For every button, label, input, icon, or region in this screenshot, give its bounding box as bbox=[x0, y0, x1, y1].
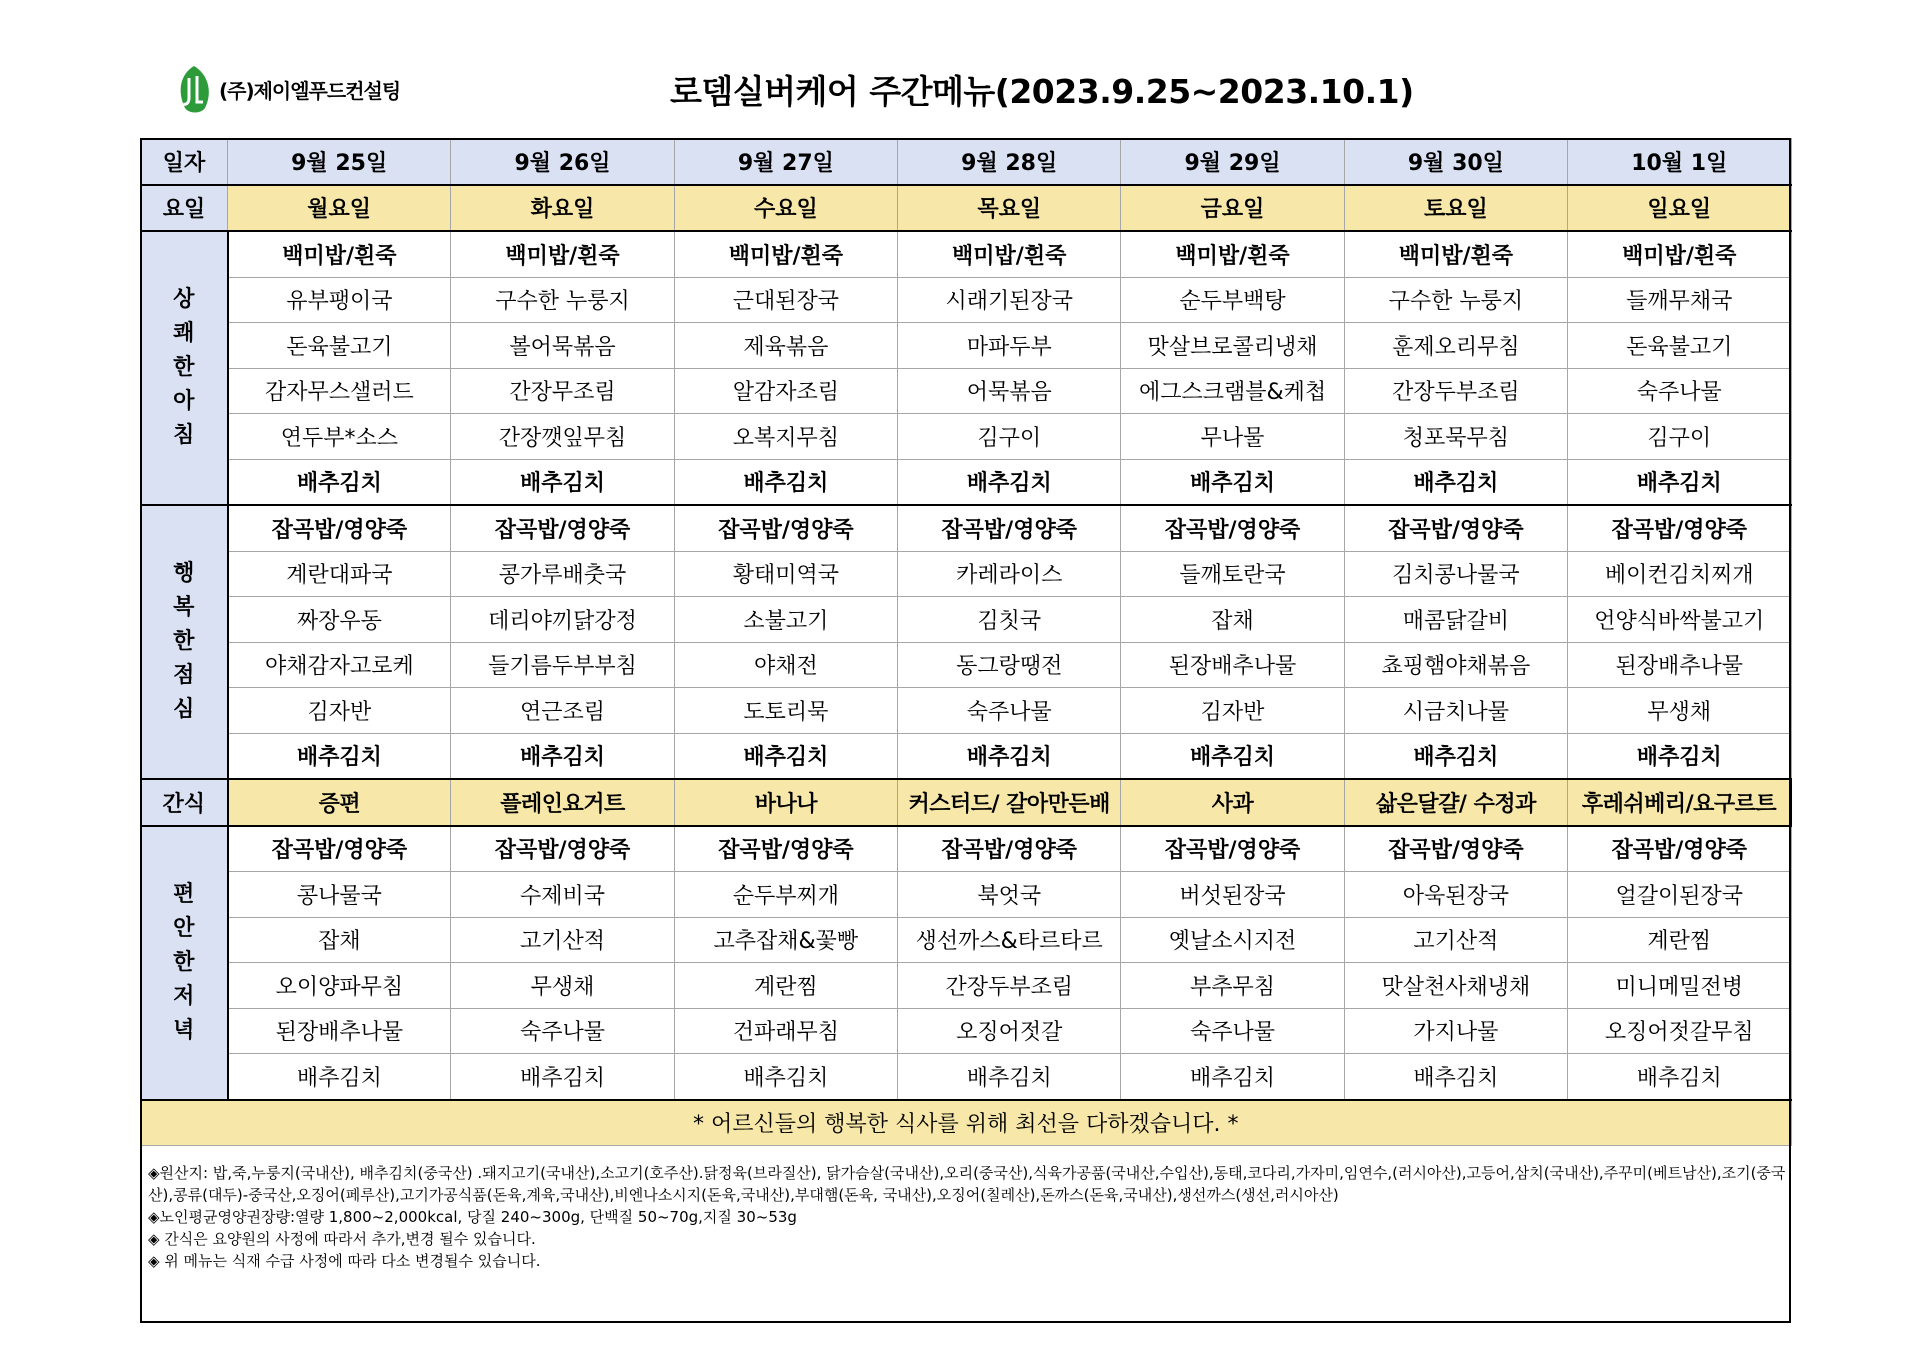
menu-item: 들깨무채국 bbox=[1568, 277, 1791, 323]
menu-item: 카레라이스 bbox=[898, 551, 1121, 597]
day-cell: 토요일 bbox=[1344, 185, 1567, 232]
menu-item: 고추잡채&꽃빵 bbox=[674, 917, 897, 963]
menu-item: 제육볶음 bbox=[674, 323, 897, 369]
date-row bbox=[141, 139, 1792, 185]
day-cell: 월요일 bbox=[228, 185, 451, 232]
dinner-row bbox=[141, 872, 1792, 918]
menu-item: 김구이 bbox=[898, 414, 1121, 460]
menu-item: 아욱된장국 bbox=[1344, 872, 1567, 918]
company-logo bbox=[175, 62, 400, 116]
breakfast-label-char: 아 bbox=[173, 389, 195, 414]
breakfast-label bbox=[141, 231, 228, 505]
menu-item: 에그스크램블&케첩 bbox=[1121, 368, 1344, 414]
menu-item: 배추김치 bbox=[228, 459, 451, 505]
lunch-label-char: 점 bbox=[173, 663, 195, 688]
menu-item: 유부팽이국 bbox=[228, 277, 451, 323]
snack-item: 사과 bbox=[1121, 779, 1344, 826]
dinner-label-char: 안 bbox=[173, 915, 195, 941]
menu-item: 간장깻잎무침 bbox=[451, 414, 674, 460]
menu-item: 훈제오리무침 bbox=[1344, 323, 1567, 369]
note-row bbox=[141, 1100, 1792, 1146]
menu-item: 숙주나물 bbox=[451, 1008, 674, 1054]
breakfast-row bbox=[141, 414, 1792, 460]
dinner-label bbox=[141, 826, 228, 1100]
menu-item: 매콤닭갈비 bbox=[1344, 597, 1567, 643]
menu-item: 배추김치 bbox=[1344, 733, 1567, 779]
lunch-label-char: 심 bbox=[173, 697, 195, 722]
menu-item: 김구이 bbox=[1568, 414, 1791, 460]
breakfast-label-char: 상 bbox=[173, 287, 195, 312]
menu-item: 백미밥/흰죽 bbox=[1121, 231, 1344, 277]
menu-item: 김칫국 bbox=[898, 597, 1121, 643]
menu-item: 배추김치 bbox=[1121, 733, 1344, 779]
breakfast-label-char: 쾌 bbox=[173, 321, 195, 346]
menu-item: 무생채 bbox=[1568, 688, 1791, 734]
menu-item: 간장두부조림 bbox=[1344, 368, 1567, 414]
day-label: 요일 bbox=[141, 185, 228, 232]
menu-item: 배추김치 bbox=[1121, 1054, 1344, 1100]
dinner-row bbox=[141, 1008, 1792, 1054]
menu-item: 잡곡밥/영양죽 bbox=[228, 505, 451, 551]
menu-item: 계란찜 bbox=[1568, 917, 1791, 963]
footnote-snack-change: ◈ 간식은 요양원의 사정에 따라서 추가,변경 될수 있습니다. bbox=[148, 1230, 536, 1248]
menu-item: 백미밥/흰죽 bbox=[1344, 231, 1567, 277]
date-cell: 9월 27일 bbox=[674, 139, 897, 185]
menu-item: 생선까스&타르타르 bbox=[898, 917, 1121, 963]
menu-item: 볼어묵볶음 bbox=[451, 323, 674, 369]
menu-item: 숙주나물 bbox=[898, 688, 1121, 734]
menu-item: 잡곡밥/영양죽 bbox=[674, 505, 897, 551]
menu-item: 고기산적 bbox=[451, 917, 674, 963]
menu-item: 김치콩나물국 bbox=[1344, 551, 1567, 597]
dinner-row bbox=[141, 963, 1792, 1009]
menu-item: 배추김치 bbox=[1344, 1054, 1567, 1100]
dinner-label-char: 녁 bbox=[173, 1017, 195, 1043]
menu-item: 야채감자고로케 bbox=[228, 642, 451, 688]
date-label: 일자 bbox=[141, 139, 228, 185]
menu-item: 잡곡밥/영양죽 bbox=[1568, 505, 1791, 551]
menu-item: 무생채 bbox=[451, 963, 674, 1009]
menu-item: 청포묵무침 bbox=[1344, 414, 1567, 460]
menu-item: 수제비국 bbox=[451, 872, 674, 918]
menu-item: 배추김치 bbox=[451, 733, 674, 779]
breakfast-label-char: 한 bbox=[173, 355, 195, 380]
footnotes bbox=[148, 1162, 1788, 1272]
day-cell: 수요일 bbox=[674, 185, 897, 232]
dinner-row bbox=[141, 1054, 1792, 1100]
menu-item: 된장배추나물 bbox=[228, 1008, 451, 1054]
menu-item: 계란대파국 bbox=[228, 551, 451, 597]
snack-item: 증편 bbox=[228, 779, 451, 826]
menu-item: 잡채 bbox=[228, 917, 451, 963]
menu-item: 김자반 bbox=[228, 688, 451, 734]
lunch-row bbox=[141, 597, 1792, 643]
menu-item: 구수한 누룽지 bbox=[1344, 277, 1567, 323]
menu-item: 배추김치 bbox=[1568, 733, 1791, 779]
menu-item: 도토리묵 bbox=[674, 688, 897, 734]
footnote-menu-change: ◈ 위 메뉴는 식재 수급 사정에 따라 다소 변경될수 있습니다. bbox=[148, 1252, 541, 1270]
menu-item: 연두부*소스 bbox=[228, 414, 451, 460]
breakfast-label-char: 침 bbox=[173, 423, 195, 448]
breakfast-row bbox=[141, 231, 1792, 277]
menu-item: 들깨토란국 bbox=[1121, 551, 1344, 597]
menu-item: 데리야끼닭강정 bbox=[451, 597, 674, 643]
weekly-menu-table bbox=[140, 138, 1792, 1146]
menu-item: 미니메밀전병 bbox=[1568, 963, 1791, 1009]
menu-item: 잡곡밥/영양죽 bbox=[898, 826, 1121, 872]
menu-item: 백미밥/흰죽 bbox=[451, 231, 674, 277]
menu-item: 백미밥/흰죽 bbox=[1568, 231, 1791, 277]
footnote-origin: ◈원산지: 밥,죽,누룽지(국내산), 배추김치(중국산) .돼지고기(국내산),소고기(호주산).닭정육(브라질산), 닭가슴살(국내산),오리(중국산),식육가공품(국내산,수입산),동태,코다리,가자미,임연수,(러시아산),고등어,삼치(국내산),주꾸미(베트남산),조기(중국산),콩류(대두)-중국산,오징어(페루산),고기가공식품(돈육,계육,국내산),비엔나소시지(돈육,국내산),부대햄(돈육, 국내산),오징어(칠레산),돈까스(돈육,국내산),생선까스(생선,러시아산) bbox=[148, 1164, 1786, 1204]
menu-item: 시래기된장국 bbox=[898, 277, 1121, 323]
menu-item: 잡곡밥/영양죽 bbox=[674, 826, 897, 872]
menu-item: 배추김치 bbox=[674, 733, 897, 779]
day-row bbox=[141, 185, 1792, 232]
lunch-row bbox=[141, 688, 1792, 734]
day-cell: 화요일 bbox=[451, 185, 674, 232]
date-cell: 9월 25일 bbox=[228, 139, 451, 185]
menu-item: 백미밥/흰죽 bbox=[898, 231, 1121, 277]
date-cell: 10월 1일 bbox=[1568, 139, 1791, 185]
snack-item: 바나나 bbox=[674, 779, 897, 826]
snack-item: 후레쉬베리/요구르트 bbox=[1568, 779, 1791, 826]
dinner-row bbox=[141, 826, 1792, 872]
menu-item: 배추김치 bbox=[1568, 1054, 1791, 1100]
menu-item: 김자반 bbox=[1121, 688, 1344, 734]
menu-item: 돈육불고기 bbox=[1568, 323, 1791, 369]
menu-item: 동그랑땡전 bbox=[898, 642, 1121, 688]
menu-item: 간장두부조림 bbox=[898, 963, 1121, 1009]
menu-item: 버섯된장국 bbox=[1121, 872, 1344, 918]
dinner-row bbox=[141, 917, 1792, 963]
snack-item: 플레인요거트 bbox=[451, 779, 674, 826]
menu-item: 연근조림 bbox=[451, 688, 674, 734]
menu-item: 오이양파무침 bbox=[228, 963, 451, 1009]
menu-item: 콩나물국 bbox=[228, 872, 451, 918]
snack-item: 삶은달걀/ 수정과 bbox=[1344, 779, 1567, 826]
menu-item: 순두부찌개 bbox=[674, 872, 897, 918]
dinner-label-char: 한 bbox=[173, 949, 195, 975]
date-cell: 9월 29일 bbox=[1121, 139, 1344, 185]
lunch-row bbox=[141, 642, 1792, 688]
menu-item: 배추김치 bbox=[898, 733, 1121, 779]
snack-label: 간식 bbox=[141, 779, 228, 826]
menu-item: 야채전 bbox=[674, 642, 897, 688]
menu-item: 순두부백탕 bbox=[1121, 277, 1344, 323]
dinner-label-char: 편 bbox=[173, 881, 195, 907]
date-cell: 9월 30일 bbox=[1344, 139, 1567, 185]
menu-item: 건파래무침 bbox=[674, 1008, 897, 1054]
menu-item: 얼갈이된장국 bbox=[1568, 872, 1791, 918]
menu-item: 콩가루배춧국 bbox=[451, 551, 674, 597]
menu-item: 고기산적 bbox=[1344, 917, 1567, 963]
date-cell: 9월 28일 bbox=[898, 139, 1121, 185]
lunch-row bbox=[141, 551, 1792, 597]
company-name: (주)제이엘푸드컨설팅 bbox=[219, 78, 401, 103]
menu-item: 옛날소시지전 bbox=[1121, 917, 1344, 963]
breakfast-row bbox=[141, 368, 1792, 414]
menu-item: 오복지무침 bbox=[674, 414, 897, 460]
menu-item: 맛살브로콜리냉채 bbox=[1121, 323, 1344, 369]
menu-item: 마파두부 bbox=[898, 323, 1121, 369]
lunch-row bbox=[141, 505, 1792, 551]
menu-item: 된장배추나물 bbox=[1568, 642, 1791, 688]
menu-item: 들기름두부부침 bbox=[451, 642, 674, 688]
menu-item: 간장무조림 bbox=[451, 368, 674, 414]
menu-item: 황태미역국 bbox=[674, 551, 897, 597]
menu-item: 백미밥/흰죽 bbox=[674, 231, 897, 277]
dinner-label-char: 저 bbox=[173, 983, 195, 1009]
breakfast-row bbox=[141, 277, 1792, 323]
day-cell: 일요일 bbox=[1568, 185, 1791, 232]
menu-item: 짜장우동 bbox=[228, 597, 451, 643]
menu-item: 잡곡밥/영양죽 bbox=[1344, 826, 1567, 872]
menu-item: 된장배추나물 bbox=[1121, 642, 1344, 688]
menu-item: 가지나물 bbox=[1344, 1008, 1567, 1054]
menu-item: 베이컨김치찌개 bbox=[1568, 551, 1791, 597]
menu-item: 잡곡밥/영양죽 bbox=[1121, 826, 1344, 872]
menu-item: 잡곡밥/영양죽 bbox=[1121, 505, 1344, 551]
menu-item: 배추김치 bbox=[451, 459, 674, 505]
lunch-label bbox=[141, 505, 228, 779]
menu-item: 맛살천사채냉채 bbox=[1344, 963, 1567, 1009]
menu-item: 배추김치 bbox=[674, 1054, 897, 1100]
menu-item: 잡곡밥/영양죽 bbox=[898, 505, 1121, 551]
menu-item: 언양식바싹불고기 bbox=[1568, 597, 1791, 643]
menu-item: 어묵볶음 bbox=[898, 368, 1121, 414]
menu-item: 배추김치 bbox=[228, 1054, 451, 1100]
menu-item: 백미밥/흰죽 bbox=[228, 231, 451, 277]
closing-note: * 어르신들의 행복한 식사를 위해 최선을 다하겠습니다. * bbox=[141, 1100, 1792, 1146]
menu-item: 잡곡밥/영양죽 bbox=[1568, 826, 1791, 872]
menu-item: 잡곡밥/영양죽 bbox=[451, 505, 674, 551]
menu-item: 부추무침 bbox=[1121, 963, 1344, 1009]
menu-item: 배추김치 bbox=[1121, 459, 1344, 505]
menu-item: 배추김치 bbox=[451, 1054, 674, 1100]
jl-leaf-logo-icon bbox=[175, 64, 213, 114]
lunch-label-char: 행 bbox=[173, 561, 195, 586]
menu-item: 무나물 bbox=[1121, 414, 1344, 460]
breakfast-row bbox=[141, 459, 1792, 505]
snack-row bbox=[141, 779, 1792, 826]
page-title: 로뎀실버케어 주간메뉴(2023.9.25~2023.10.1) bbox=[670, 72, 1414, 111]
menu-item: 소불고기 bbox=[674, 597, 897, 643]
breakfast-row bbox=[141, 323, 1792, 369]
menu-item: 숙주나물 bbox=[1568, 368, 1791, 414]
menu-item: 오징어젓갈 bbox=[898, 1008, 1121, 1054]
lunch-label-char: 한 bbox=[173, 629, 195, 654]
day-cell: 금요일 bbox=[1121, 185, 1344, 232]
menu-item: 알감자조림 bbox=[674, 368, 897, 414]
menu-item: 쵸핑햄야채볶음 bbox=[1344, 642, 1567, 688]
menu-item: 북엇국 bbox=[898, 872, 1121, 918]
menu-item: 잡곡밥/영양죽 bbox=[451, 826, 674, 872]
menu-item: 배추김치 bbox=[1344, 459, 1567, 505]
menu-item: 시금치나물 bbox=[1344, 688, 1567, 734]
menu-item: 오징어젓갈무침 bbox=[1568, 1008, 1791, 1054]
menu-item: 배추김치 bbox=[1568, 459, 1791, 505]
menu-item: 배추김치 bbox=[228, 733, 451, 779]
day-cell: 목요일 bbox=[898, 185, 1121, 232]
date-cell: 9월 26일 bbox=[451, 139, 674, 185]
menu-item: 돈육불고기 bbox=[228, 323, 451, 369]
menu-item: 숙주나물 bbox=[1121, 1008, 1344, 1054]
menu-item: 잡곡밥/영양죽 bbox=[228, 826, 451, 872]
snack-item: 커스터드/ 갈아만든배 bbox=[898, 779, 1121, 826]
menu-item: 배추김치 bbox=[898, 459, 1121, 505]
menu-item: 구수한 누룽지 bbox=[451, 277, 674, 323]
menu-item: 계란찜 bbox=[674, 963, 897, 1009]
footnote-nutrition: ◈노인평균영양권장량:열량 1,800~2,000kcal, 당질 240~300g, 단백질 50~70g,지질 30~53g bbox=[148, 1208, 797, 1226]
menu-item: 배추김치 bbox=[898, 1054, 1121, 1100]
menu-item: 근대된장국 bbox=[674, 277, 897, 323]
lunch-label-char: 복 bbox=[173, 595, 195, 620]
menu-item: 감자무스샐러드 bbox=[228, 368, 451, 414]
menu-item: 배추김치 bbox=[674, 459, 897, 505]
menu-item: 잡곡밥/영양죽 bbox=[1344, 505, 1567, 551]
lunch-row bbox=[141, 733, 1792, 779]
menu-item: 잡채 bbox=[1121, 597, 1344, 643]
